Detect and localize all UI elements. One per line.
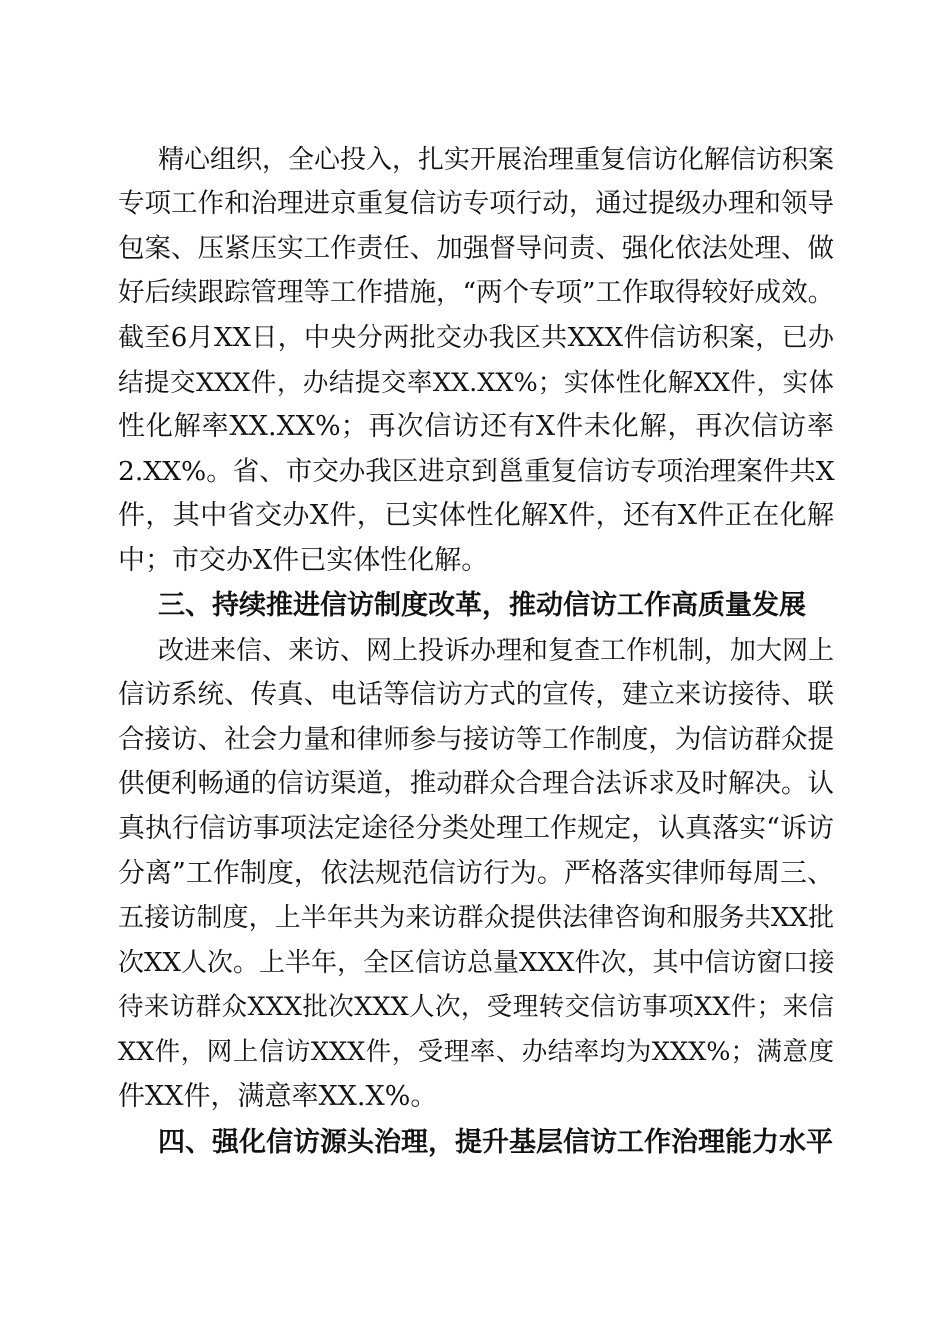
paragraph-2-line-9: 待来访群众XXX批次XXX人次，受理转交信访事项XX件；来信	[118, 992, 834, 1022]
paragraph-1-line-6: 结提交XXX件，办结提交率XX.XX%；实体性化解XX件，实体	[118, 368, 834, 398]
paragraph-1-line-8: 2.XX%。省、市交办我区进京到邕重复信访专项治理案件共X	[118, 456, 835, 487]
paragraph-2-line-8: 次XX人次。上半年，全区信访总量XXX件次，其中信访窗口接	[118, 948, 835, 978]
paragraph-2-line-3: 合接访、社会力量和律师参与接访等工作制度，为信访群众提	[118, 724, 834, 755]
paragraph-2-line-7: 五接访制度，上半年共为来访群众提供法律咨询和服务共XX批	[118, 903, 834, 933]
paragraph-2-line-10: XX件，网上信访XXX件，受理率、办结率均为XXX%；满意度	[118, 1037, 834, 1067]
paragraph-1-line-2: 专项工作和治理进京重复信访专项行动，通过提级办理和领导	[118, 188, 834, 219]
paragraph-2-line-6: 分离”工作制度，依法规范信访行为。严格落实律师每周三、	[118, 858, 834, 889]
paragraph-2-line-11: 件XX件，满意率XX.X%。	[118, 1081, 438, 1112]
paragraph-2-line-5: 真执行信访事项法定途径分类处理工作规定，认真落实“诉访	[118, 813, 834, 844]
paragraph-2-line-1: 改进来信、来访、网上投诉办理和复查工作机制，加大网上	[158, 636, 835, 666]
section-heading-3: 三、持续推进信访制度改革，推动信访工作高质量发展	[158, 590, 806, 621]
paragraph-1-line-3: 包案、压紧压实工作责任、加强督导问责、强化依法处理、做	[118, 233, 834, 264]
paragraph-1-line-1: 精心组织，全心投入，扎实开展治理重复信访化解信访积案	[158, 145, 835, 175]
paragraph-1-line-10: 中；市交办X件已实体性化解。	[118, 545, 489, 576]
paragraph-1-line-5: 截至6月XX日，中央分两批交办我区共XXX件信访积案，已办	[118, 323, 834, 353]
paragraph-1-line-7: 性化解率XX.XX%；再次信访还有X件未化解，再次信访率	[118, 411, 834, 442]
paragraph-1-line-4: 好后续跟踪管理等工作措施，“两个专项”工作取得较好成效。	[118, 277, 835, 308]
paragraph-2-line-2: 信访系统、传真、电话等信访方式的宣传，建立来访接待、联	[118, 679, 834, 710]
section-heading-4: 四、强化信访源头治理，提升基层信访工作治理能力水平	[158, 1127, 833, 1158]
paragraph-2-line-4: 供便利畅通的信访渠道，推动群众合理合法诉求及时解决。认	[118, 768, 834, 799]
paragraph-1-line-9: 件，其中省交办X件，已实体性化解X件，还有X件正在化解	[118, 500, 834, 531]
